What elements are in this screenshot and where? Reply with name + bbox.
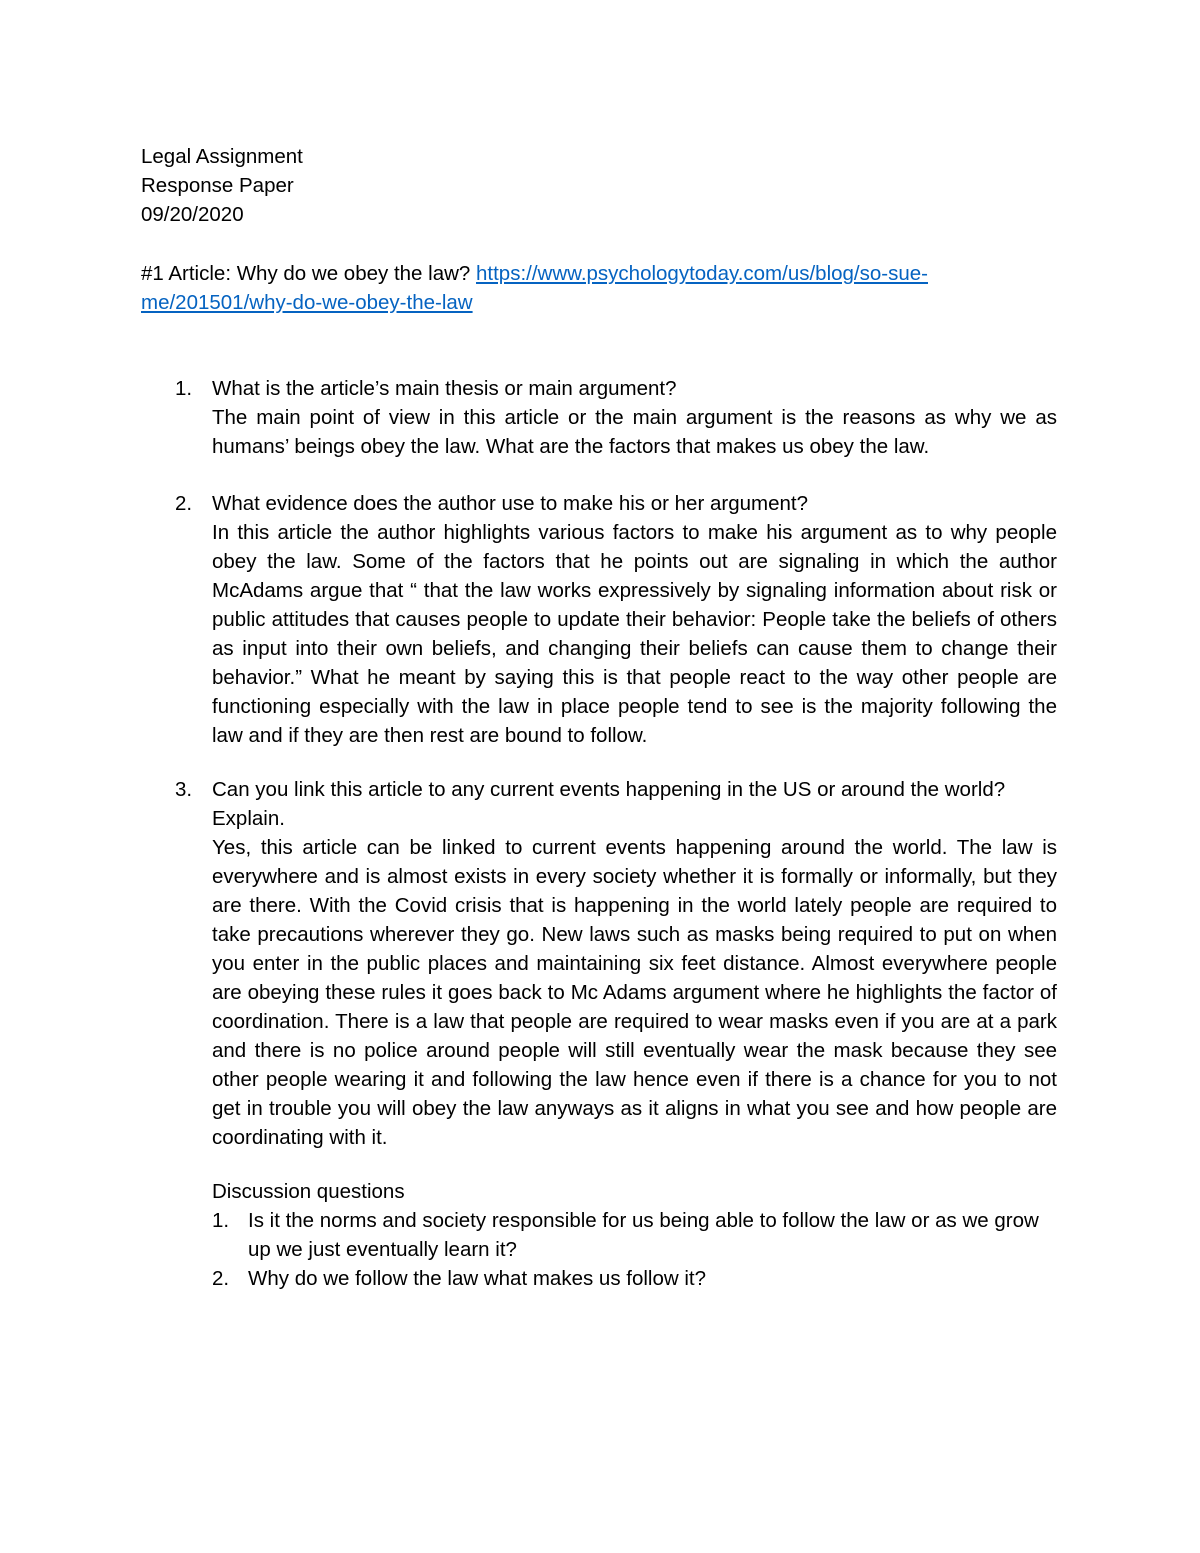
article-label: #1 Article: Why do we obey the law? [141, 262, 471, 285]
discussion-number: 2. [212, 1267, 230, 1290]
article-reference [141, 259, 1001, 317]
question-text: What is the article’s main thesis or main argument? [212, 377, 677, 400]
article-link[interactable]: https://www.psychologytoday.com/us/blog/so-sue- [476, 262, 928, 285]
question-number: 1. [175, 377, 193, 400]
question-text: What evidence does the author use to make his or her argument? [212, 492, 808, 515]
document-title: Legal Assignment [141, 145, 303, 168]
document-subtitle: Response Paper [141, 174, 294, 197]
discussion-text: Why do we follow the law what makes us follow it? [248, 1267, 707, 1290]
answer-text: In this article the author highlights various factors to make his argument as to why people obey the law. Some of the factors that he points out are signaling in which the author McAdams argue that “ that the law works expressively by signaling information about risk or public attitudes that causes people to update their behavior: People take the beliefs of others as input into their own beliefs, and changing their beliefs can cause them to change their behavior.” What he meant by saying this is that people react to the way other people are functioning especially with the law in place people tend to see is the majority following the law and if they are then rest are bound to follow. [212, 521, 1057, 747]
discussion-text: Is it the norms and society responsible for us being able to follow the law or as we grow up we just eventually learn it? [248, 1209, 1039, 1261]
question-number: 3. [175, 778, 193, 801]
answer-text: Yes, this article can be linked to current events happening around the world. The law is everywhere and is almost exists in every society whether it is formally or informally, but they are there. With the Covid crisis that is happening in the world lately people are required to take precautions wherever they go. New laws such as masks being required to put on when you enter in the public places and maintaining six feet distance. Almost everywhere people are obeying these rules it goes back to Mc Adams argument where he highlights the factor of coordination. There is a law that people are required to wear masks even if you are at a park and there is no police around people will still eventually wear the mask because they see other people wearing it and following the law hence even if there is a chance for you to not get in trouble you will obey the law anyways as it aligns in what you see and how people are coordinating with it. [212, 836, 1057, 1149]
discussion-number: 1. [212, 1209, 230, 1232]
discussion-item-1 [212, 1206, 1048, 1264]
discussion-item-2 [212, 1264, 1048, 1293]
document-date: 09/20/2020 [141, 203, 244, 226]
answer-text: The main point of view in this article or the main argument is the reasons as why we as humans’ beings obey the law. What are the factors that makes us obey the law. [212, 406, 1057, 458]
question-number: 2. [175, 492, 193, 515]
question-text: Can you link this article to any current events happening in the US or around the world? Explain. [212, 778, 1006, 830]
discussion-list [212, 1206, 1072, 1293]
discussion-title: Discussion questions [212, 1180, 405, 1203]
article-link-continued[interactable]: me/201501/why-do-we-obey-the-law [141, 291, 473, 314]
